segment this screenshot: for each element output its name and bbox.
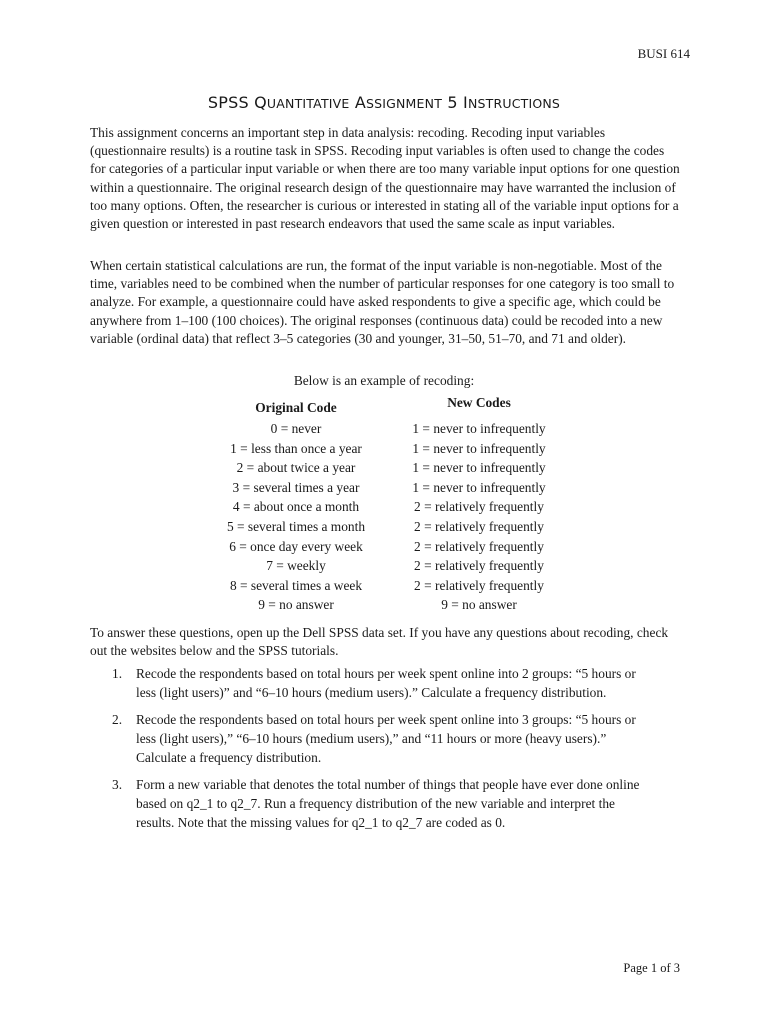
title-word: UANTITATIVE [266,96,350,111]
original-code-cell: 8 = several times a week [229,577,363,593]
original-code-cell: 1 = less than once a year [230,440,362,456]
new-code-cell: 9 = no answer [441,597,517,613]
new-code-cell: 2 = relatively frequently [414,499,544,515]
task-number: 1. [112,666,123,681]
instructions-paragraph: To answer these questions, open up the Dell SPSS data set. If you have any questions about recoding, check out the websites below and the SPSS tutorials. [90,625,669,659]
title-word: SPSS [207,93,249,112]
original-code-column [196,395,396,615]
new-code-cell: 2 = relatively frequently [414,518,544,534]
original-code-header: Original Code [255,400,337,415]
original-code-cell: 3 = several times a year [232,479,360,495]
original-code-cell: 6 = once day every week [229,538,363,554]
new-codes-column [379,395,579,615]
new-code-cell: 1 = never to infrequently [412,440,546,456]
title-word: NSTRUCTIONS [467,96,561,111]
original-code-cell: 0 = never [270,421,322,436]
original-code-cell: 2 = about twice a year [236,460,356,476]
example-intro: Below is an example of recoding: [293,373,475,388]
intro-paragraph: This assignment concerns an important step in data analysis: recoding. Recoding input variables (questionnaire results) is a routine task in SPSS. Recoding input variables is often used to change the codes for categories of a particular input variable or when there are too many variable input options for one question within a questionnaire. The original research design of the questionnaire may have warranted the inclusion of too many options. Often, the researcher is curious or interested in stating all of the variable input options for a given question or interested in past research endeavors that used the same scale as input variables. [90,125,680,232]
new-code-cell: 1 = never to infrequently [412,421,546,436]
task-text: Recode the respondents based on total hours per week spent online into 3 groups: “5 hours or less (light users),” “6–10 hours (medium users),” and “11 hours or more (heavy users).” Calculate a frequency distribution. [136,712,636,765]
original-code-cell: 7 = weekly [266,558,326,574]
new-code-cell: 2 = relatively frequently [414,538,544,554]
original-code-cell: 9 = no answer [258,597,334,613]
new-code-cell: 2 = relatively frequently [414,558,544,574]
task-item [90,775,650,832]
new-code-cell: 2 = relatively frequently [414,577,544,593]
new-code-cell: 1 = never to infrequently [412,479,546,495]
page-number: Page 1 of 3 [623,961,680,975]
title-initial: A [354,93,366,112]
new-codes-header: New Codes [447,395,511,410]
task-text: Recode the respondents based on total hours per week spent online into 2 groups: “5 hours or less (light users)” and “6–10 hours (medium users).” Calculate a frequency distribution. [136,666,636,700]
course-code: BUSI 614 [637,46,690,61]
title-initial: Q [254,93,267,112]
task-text: Form a new variable that denotes the total number of things that people have ever done online based on q2_1 to q2_7. Run a frequency distribution of the new variable and interpret the results. Note that the missing values for q2_1 to q2_7 are coded as 0. [136,777,640,830]
task-number: 3. [112,777,123,792]
task-number: 2. [112,712,123,727]
title-word: 5 [447,93,458,112]
title-word: SSIGNMENT [365,96,443,111]
title-initial: I [463,93,468,112]
context-paragraph: When certain statistical calculations are run, the format of the input variable is non-negotiable. Most of the time, variables need to be combined when the number of particular responses for one category is too small to analyze. For example, a questionnaire could have asked respondents to give a specific age, which could be anywhere from 1–100 (100 choices). The original responses (continuous data) could be recoded into a new variable (ordinal data) that reflect 3–5 categories (30 and younger, 31–50, 51–70, and 71 and older). [90,258,675,346]
task-item [90,710,650,767]
page-title [0,93,768,112]
task-item [90,664,650,702]
new-code-cell: 1 = never to infrequently [412,460,546,476]
original-code-cell: 5 = several times a month [226,518,366,534]
task-list [90,664,650,840]
original-code-cell: 4 = about once a month [232,499,360,515]
